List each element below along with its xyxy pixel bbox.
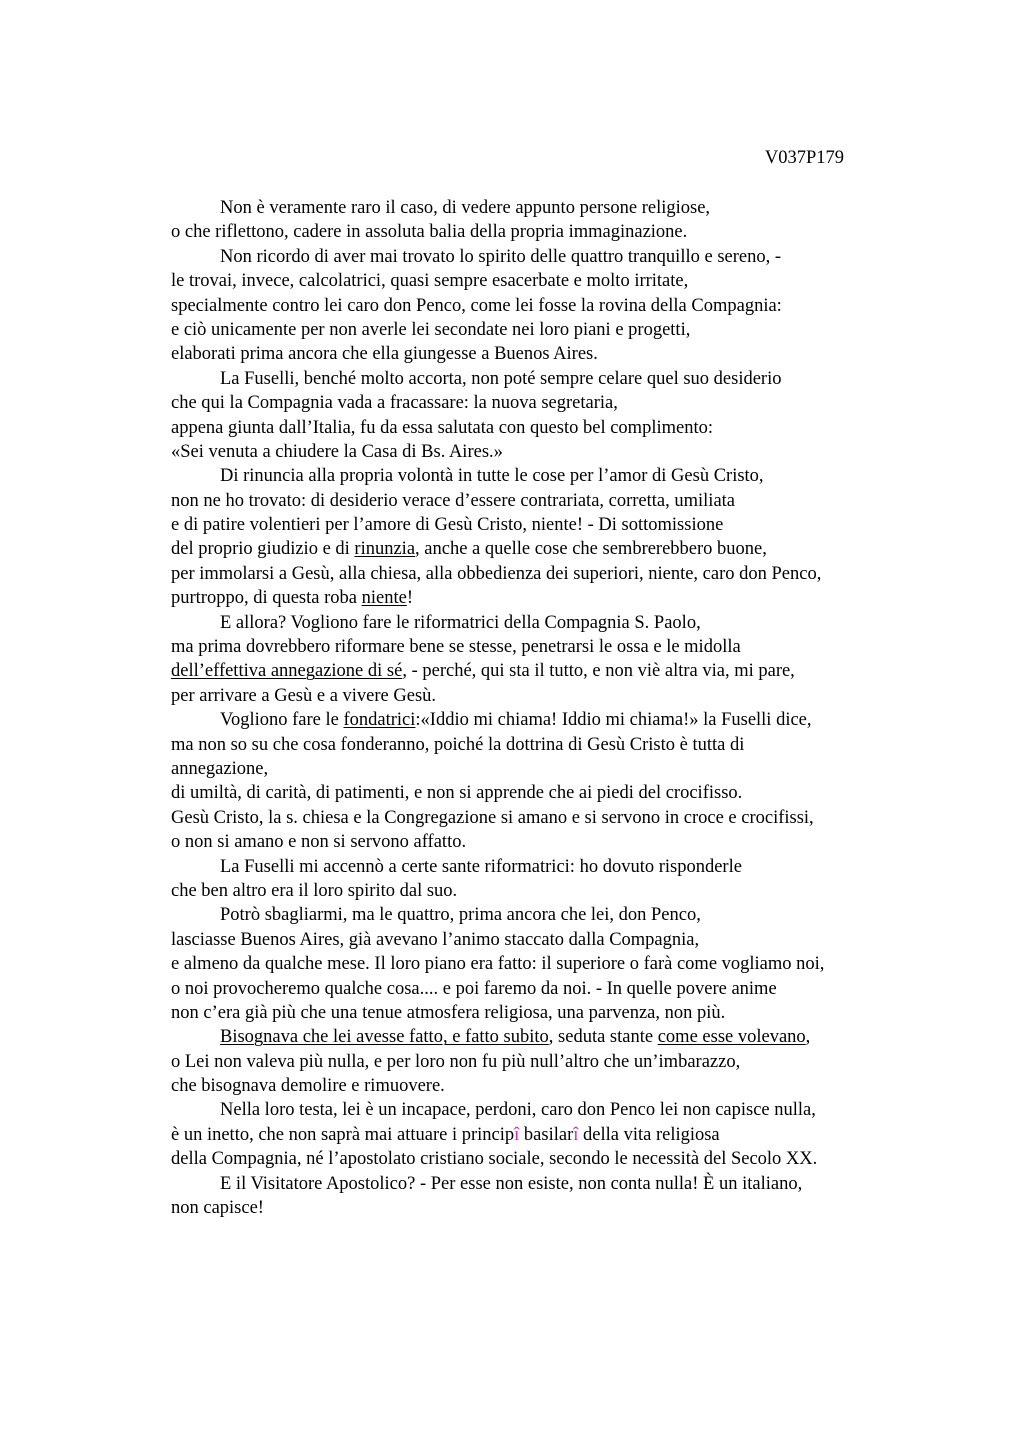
text-line (171, 342, 901, 366)
text-line (171, 269, 901, 293)
text-segment: Di rinuncia alla propria volontà in tutte le cose per l’amor di Gesù Cristo, (220, 466, 764, 487)
text-segment: Non ricordo di aver mai trovato lo spirito delle quattro tranquillo e sereno, - (220, 246, 782, 267)
text-segment: per immolarsi a Gesù, alla chiesa, alla obbedienza dei superiori, niente, caro don Penco, (171, 563, 822, 584)
text-line (171, 757, 901, 781)
text-segment: e ciò unicamente per non averle lei secondate nei loro piani e progetti, (171, 319, 691, 340)
text-segment: le trovai, invece, calcolatrici, quasi sempre esacerbate e molto irritate, (171, 271, 689, 292)
text-segment: , (805, 1027, 811, 1048)
text-segment: specialmente contro lei caro don Penco, come lei fosse la rovina della Compagnia: (171, 295, 782, 316)
text-line (171, 928, 901, 952)
underlined-text: rinunzia (354, 539, 416, 560)
text-segment: per arrivare a Gesù e a vivere Gesù. (171, 685, 437, 706)
underlined-text: come esse volevano (657, 1027, 806, 1048)
text-line (171, 562, 901, 586)
text-segment: Gesù Cristo, la s. chiesa e la Congregazione si amano e si servono in croce e crocifissi, (171, 807, 814, 828)
text-line (171, 586, 901, 610)
text-line (171, 903, 901, 927)
text-segment: ! (406, 588, 413, 609)
text-line (171, 806, 901, 830)
text-line (171, 1098, 901, 1122)
text-line (171, 659, 901, 683)
text-segment: o che riflettono, cadere in assoluta balia della propria immaginazione. (171, 222, 688, 243)
text-segment: del proprio giudizio e di (171, 539, 355, 560)
text-line (171, 537, 901, 561)
text-segment: E allora? Vogliono fare le riformatrici della Compagnia S. Paolo, (220, 612, 701, 633)
text-line (171, 294, 901, 318)
letter-body (171, 196, 901, 1220)
text-segment: o Lei non valeva più nulla, e per loro non fu più null’altro che un’imbarazzo, (171, 1051, 741, 1072)
text-segment: della vita religiosa (578, 1124, 720, 1145)
text-line (171, 245, 901, 269)
text-line (171, 367, 901, 391)
text-segment: La Fuselli mi accennò a certe sante riformatrici: ho dovuto risponderle (220, 856, 742, 877)
text-line (171, 733, 901, 757)
text-line (171, 416, 901, 440)
text-segment: o non si amano e non si servono affatto. (171, 832, 467, 853)
text-line (171, 196, 901, 220)
highlighted-glyph: î (514, 1124, 520, 1145)
text-line (171, 879, 901, 903)
text-segment: La Fuselli, benché molto accorta, non poté sempre celare quel suo desiderio (220, 368, 782, 389)
text-segment: che qui la Compagnia vada a fracassare: la nuova segretaria, (171, 393, 618, 414)
text-line (171, 830, 901, 854)
text-segment: , seduta stante (548, 1027, 658, 1048)
underlined-text: dell’effettiva annegazione di sé (171, 661, 403, 682)
text-segment: Non è veramente raro il caso, di vedere appunto persone religiose, (220, 198, 711, 218)
text-line (171, 708, 901, 732)
text-segment: e almeno da qualche mese. Il loro piano era fatto: il superiore o farà come vogliamo noi, (171, 954, 825, 975)
text-line (171, 977, 901, 1001)
text-segment: purtroppo, di questa roba (171, 588, 362, 609)
text-line (171, 1074, 901, 1098)
text-segment: o noi provocheremo qualche cosa.... e poi faremo da noi. - In quelle povere anime (171, 978, 777, 999)
text-segment: E il Visitatore Apostolico? - Per esse non esiste, non conta nulla! È un italiano, (220, 1173, 803, 1194)
text-line (171, 1196, 901, 1220)
text-segment: annegazione, (171, 758, 269, 779)
text-line (171, 489, 901, 513)
text-line (171, 1050, 901, 1074)
text-segment: è un inetto, che non saprà mai attuare i princip (171, 1124, 515, 1145)
text-segment: Nella loro testa, lei è un incapace, perdoni, caro don Penco lei non capisce nulla, (220, 1100, 816, 1121)
text-line (171, 391, 901, 415)
text-segment: ma prima dovrebbero riformare bene se stesse, penetrarsi le ossa e le midolla (171, 637, 741, 658)
text-line (171, 1001, 901, 1025)
text-segment: non c’era già più che una tenue atmosfera religiosa, una parvenza, non più. (171, 1002, 726, 1023)
text-line (171, 855, 901, 879)
text-segment: :«Iddio mi chiama! Iddio mi chiama!» la Fuselli dice, (415, 710, 812, 731)
text-segment: appena giunta dall’Italia, fu da essa salutata con questo bel complimento: (171, 417, 713, 438)
text-segment: non ne ho trovato: di desiderio verace d’essere contrariata, corretta, umiliata (171, 490, 736, 511)
text-segment: ma non so su che cosa fonderanno, poiché la dottrina di Gesù Cristo è tutta di (171, 734, 745, 755)
text-segment: della Compagnia, né l’apostolato cristiano sociale, secondo le necessità del Secolo XX. (171, 1149, 818, 1170)
text-line (171, 1123, 901, 1147)
underlined-text: Bisognava che lei avesse fatto, e fatto subito (220, 1027, 549, 1048)
text-segment: non capisce! (171, 1198, 264, 1219)
text-line (171, 1025, 901, 1049)
text-line (171, 952, 901, 976)
text-line (171, 1172, 901, 1196)
text-segment: che ben altro era il loro spirito dal suo. (171, 880, 458, 901)
text-line (171, 464, 901, 488)
text-segment: e di patire volentieri per l’amore di Gesù Cristo, niente! - Di sottomissione (171, 515, 724, 536)
underlined-text: fondatrici (343, 710, 416, 731)
text-segment: Potrò sbagliarmi, ma le quattro, prima ancora che lei, don Penco, (220, 905, 701, 926)
text-line (171, 684, 901, 708)
text-segment: elaborati prima ancora che ella giungesse a Buenos Aires. (171, 344, 598, 365)
highlighted-glyph: î (573, 1124, 579, 1145)
text-segment: Vogliono fare le (220, 710, 344, 731)
text-segment: «Sei venuta a chiudere la Casa di Bs. Aires.» (171, 441, 503, 462)
text-segment: basilar (519, 1124, 574, 1145)
text-line (171, 611, 901, 635)
text-segment: che bisognava demolire e rimuovere. (171, 1076, 445, 1097)
text-line (171, 635, 901, 659)
text-segment: di umiltà, di carità, di patimenti, e non si apprende che ai piedi del crocifisso. (171, 783, 743, 804)
text-line (171, 781, 901, 805)
text-line (171, 1147, 901, 1171)
text-line (171, 440, 901, 464)
text-segment: , - perché, qui sta il tutto, e non viè altra via, mi pare, (402, 661, 795, 682)
text-line (171, 220, 901, 244)
text-line (171, 513, 901, 537)
page-reference: V037P179 (764, 148, 844, 168)
text-segment: , anche a quelle cose che sembrerebbero buone, (415, 539, 767, 560)
text-line (171, 318, 901, 342)
text-segment: lasciasse Buenos Aires, già avevano l’animo staccato dalla Compagnia, (171, 929, 700, 950)
underlined-text: niente (361, 588, 407, 609)
